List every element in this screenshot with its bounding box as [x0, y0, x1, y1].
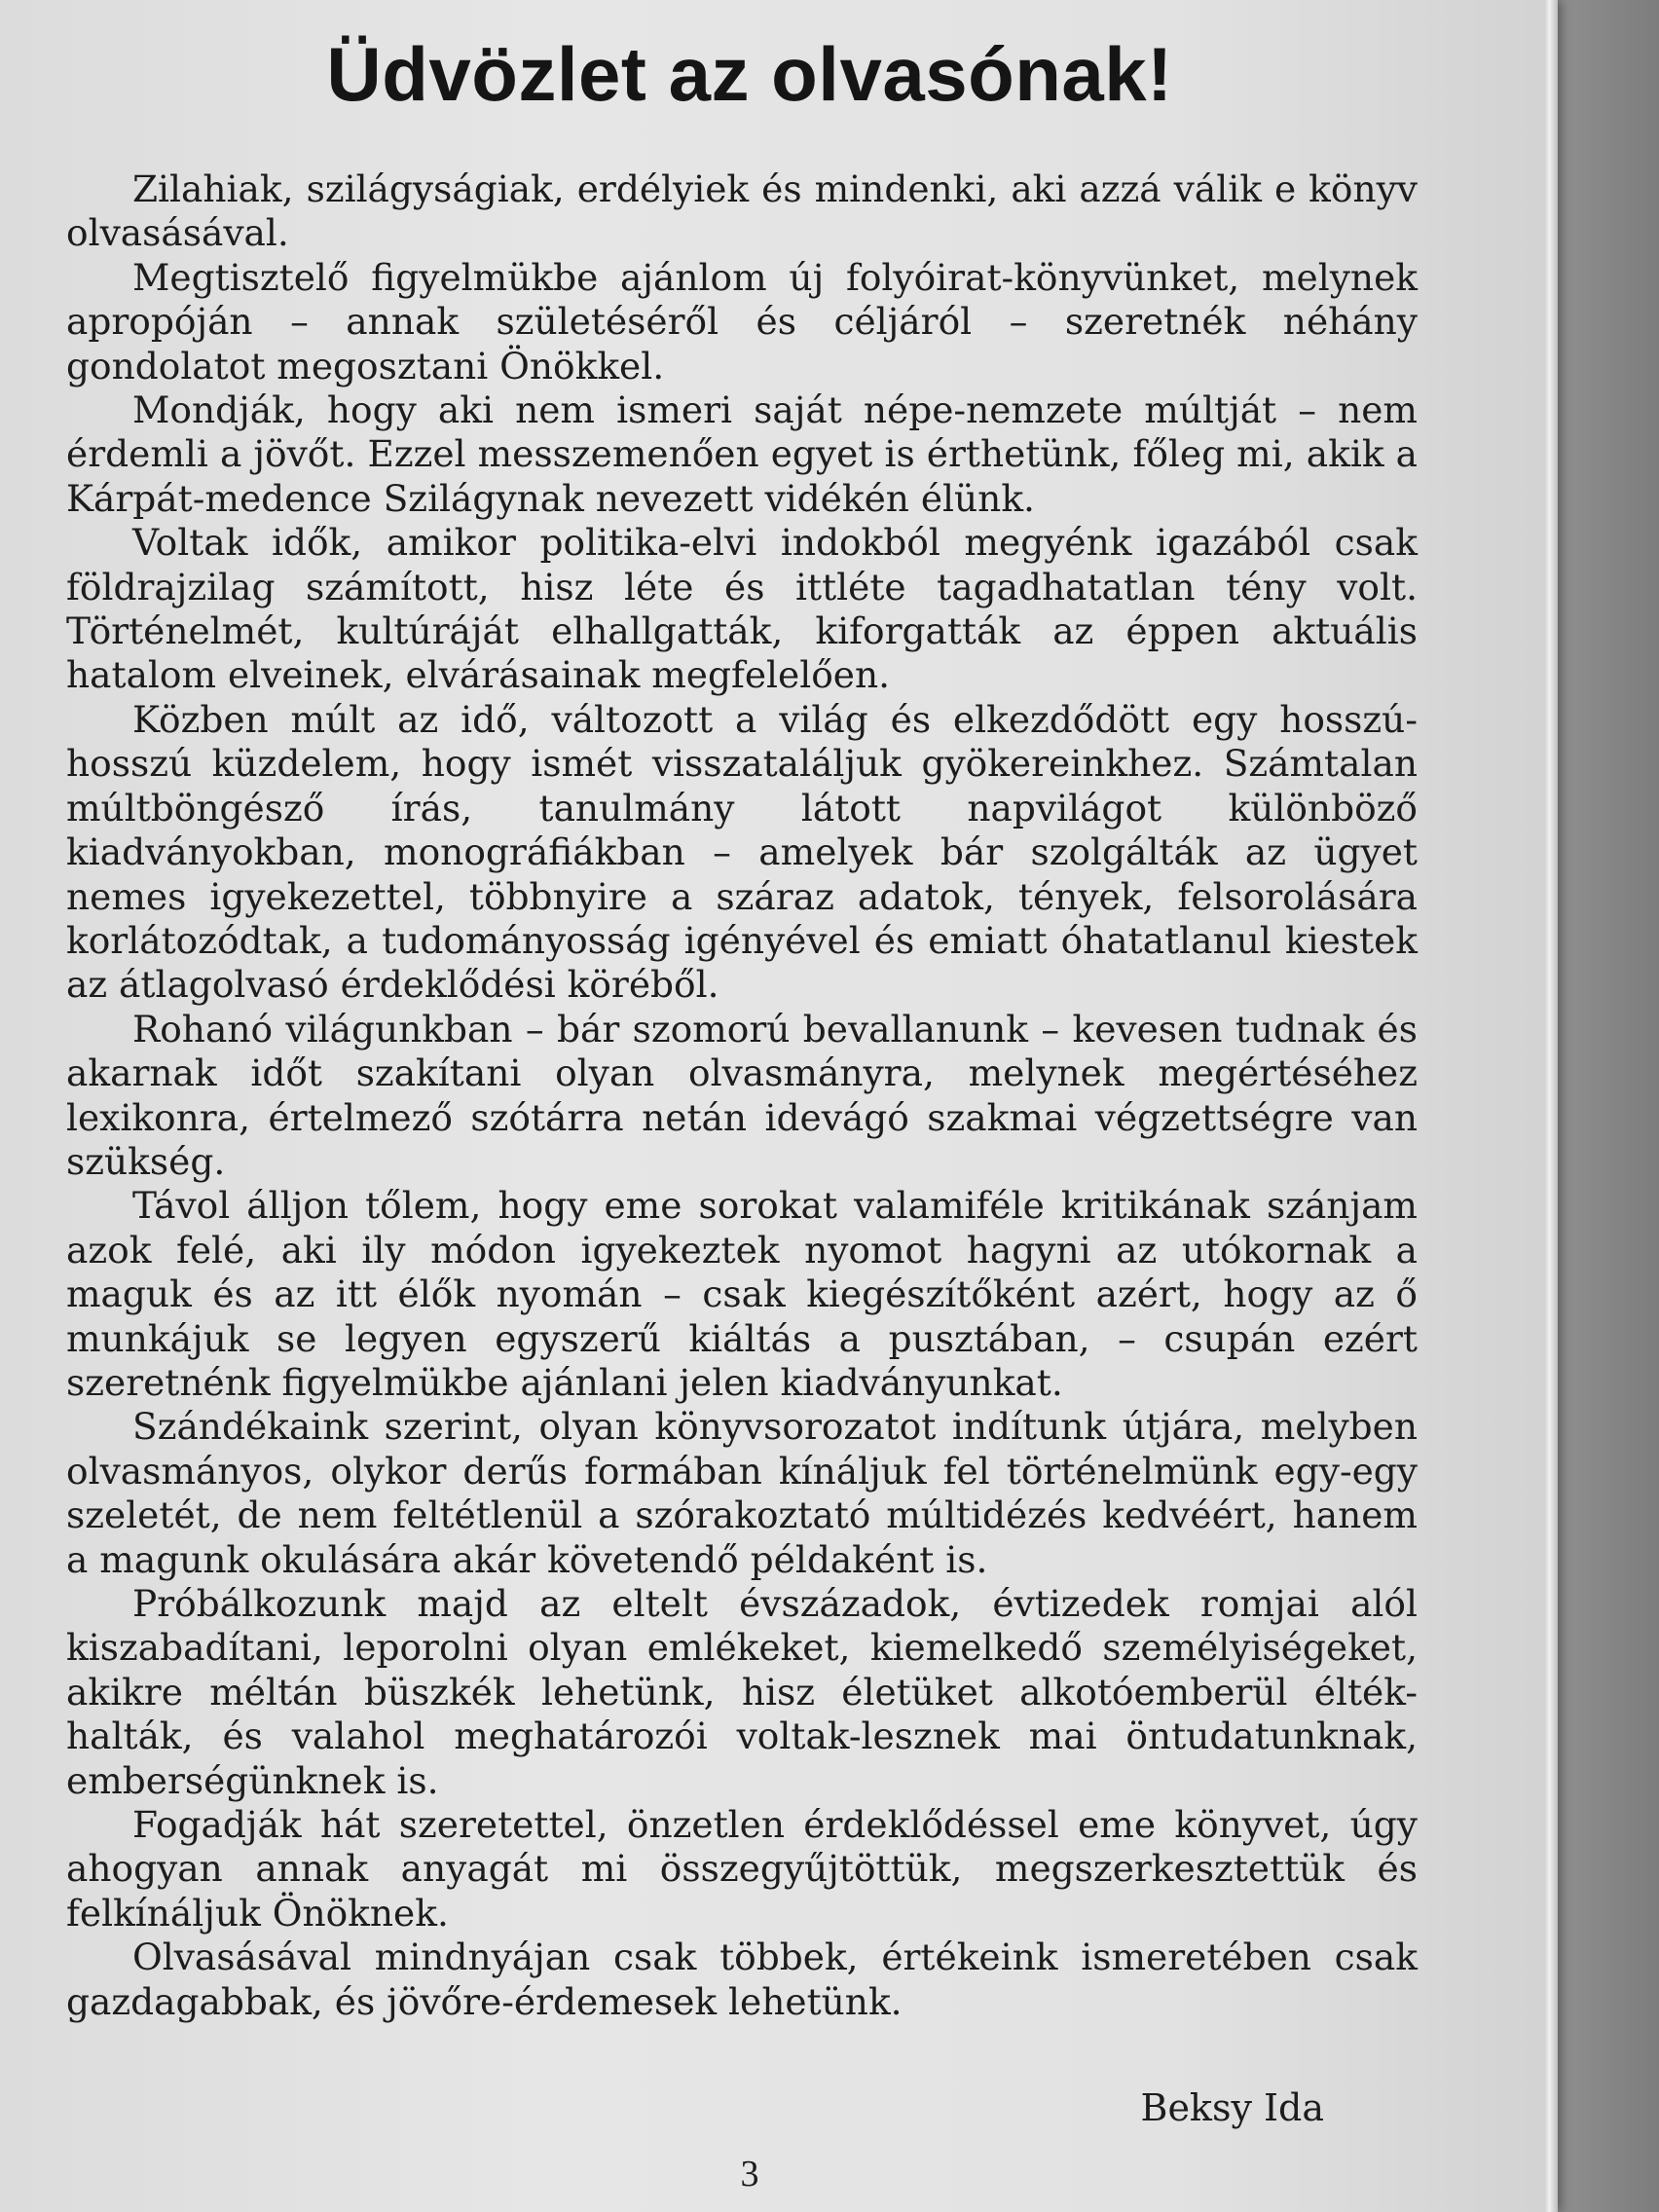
paragraph-1: Zilahiak, szilágyságiak, erdélyiek és mindenki, aki azzá válik e könyv olvasásával. [66, 167, 1418, 255]
paragraph-7: Távol álljon tőlem, hogy eme sorokat valamiféle kritikának szánjam azok felé, aki ily módon igyekeztek nyomot hagyni az utókornak a maguk és az itt élők nyomán – csak kiegészítőként azért, hogy az ő munkájuk se legyen egyszerű kiáltás a pusztában, – csupán ezért szeretnénk figyelmükbe ajánlani jelen kiadványunkat. [66, 1184, 1418, 1404]
body-text [66, 167, 1418, 2024]
paragraph-11: Olvasásával mindnyájan csak többek, értékeink ismeretében csak gazdagabbak, és jövőre-érdemesek lehetünk. [66, 1936, 1418, 2023]
paragraph-3: Mondják, hogy aki nem ismeri saját népe-nemzete múltját – nem érdemli a jövőt. Ezzel messzemenően egyet is érthetünk, főleg mi, akik a Kárpát-medence Szilágynak nevezett vidékén élünk. [66, 388, 1418, 520]
paragraph-10: Fogadják hát szeretettel, önzetlen érdeklődéssel eme könyvet, úgy ahogyan annak anyagát mi összegyűjtöttük, megszerkesztettük és felkínáljuk Önöknek. [66, 1803, 1418, 1935]
paragraph-4: Voltak idők, amikor politika-elvi indokból megyénk igazából csak földrajzilag számított, hisz léte és ittléte tagadhatatlan tény volt. Történelmét, kultúráját elhallgatták, kiforgatták az éppen aktuális hatalom elveinek, elvárásainak megfelelően. [66, 521, 1418, 697]
paragraph-6: Rohanó világunkban – bár szomorú bevallanunk – kevesen tudnak és akarnak időt szakítani olyan olvasmányra, melynek megértéséhez lexikonra, értelmező szótárra netán idevágó szakmai végzettségre van szükség. [66, 1007, 1418, 1183]
page-title: Üdvözlet az olvasónak! [326, 31, 1173, 117]
paragraph-2: Megtisztelő figyelmükbe ajánlom új folyóirat-könyvünket, melynek apropóján – annak születéséről és céljáról – szeretnék néhány gondolatot megosztani Önökkel. [66, 255, 1418, 387]
paragraph-9: Próbálkozunk majd az eltelt évszázadok, évtizedek romjai alól kiszabadítani, leporolni olyan emlékeket, kiemelkedő személyiségeket, akikre méltán büszkék lehetünk, hisz életüket alkotóemberül élték-halták, és valahol meghatározói voltak-lesznek mai öntudatunknak, emberségünknek is. [66, 1582, 1418, 1802]
page-number: 3 [740, 2154, 759, 2194]
paragraph-8: Szándékaink szerint, olyan könyvsorozatot indítunk útjára, melyben olvasmányos, olykor derűs formában kínáljuk fel történelmünk egy-egy szeletét, de nem feltétlenül a szórakoztató múltidézés kedvéért, hanem a magunk okulására akár követendő példaként is. [66, 1405, 1418, 1581]
author-signature: Beksy Ida [1140, 2086, 1324, 2129]
page-edge [1544, 0, 1558, 2212]
paragraph-5: Közben múlt az idő, változott a világ és elkezdődött egy hosszú-hosszú küzdelem, hogy ismét visszataláljuk gyökereinkhez. Számtalan múltböngésző írás, tanulmány látott napvilágot különböző kiadványokban, monográfiákban – amelyek bár szolgálták az ügyet nemes igyekezettel, többnyire a száraz adatok, tények, felsorolására korlátozódtak, a tudományosság igényével és emiatt óhatatlanul kiestek az átlagolvasó érdeklődési köréből. [66, 697, 1418, 1007]
